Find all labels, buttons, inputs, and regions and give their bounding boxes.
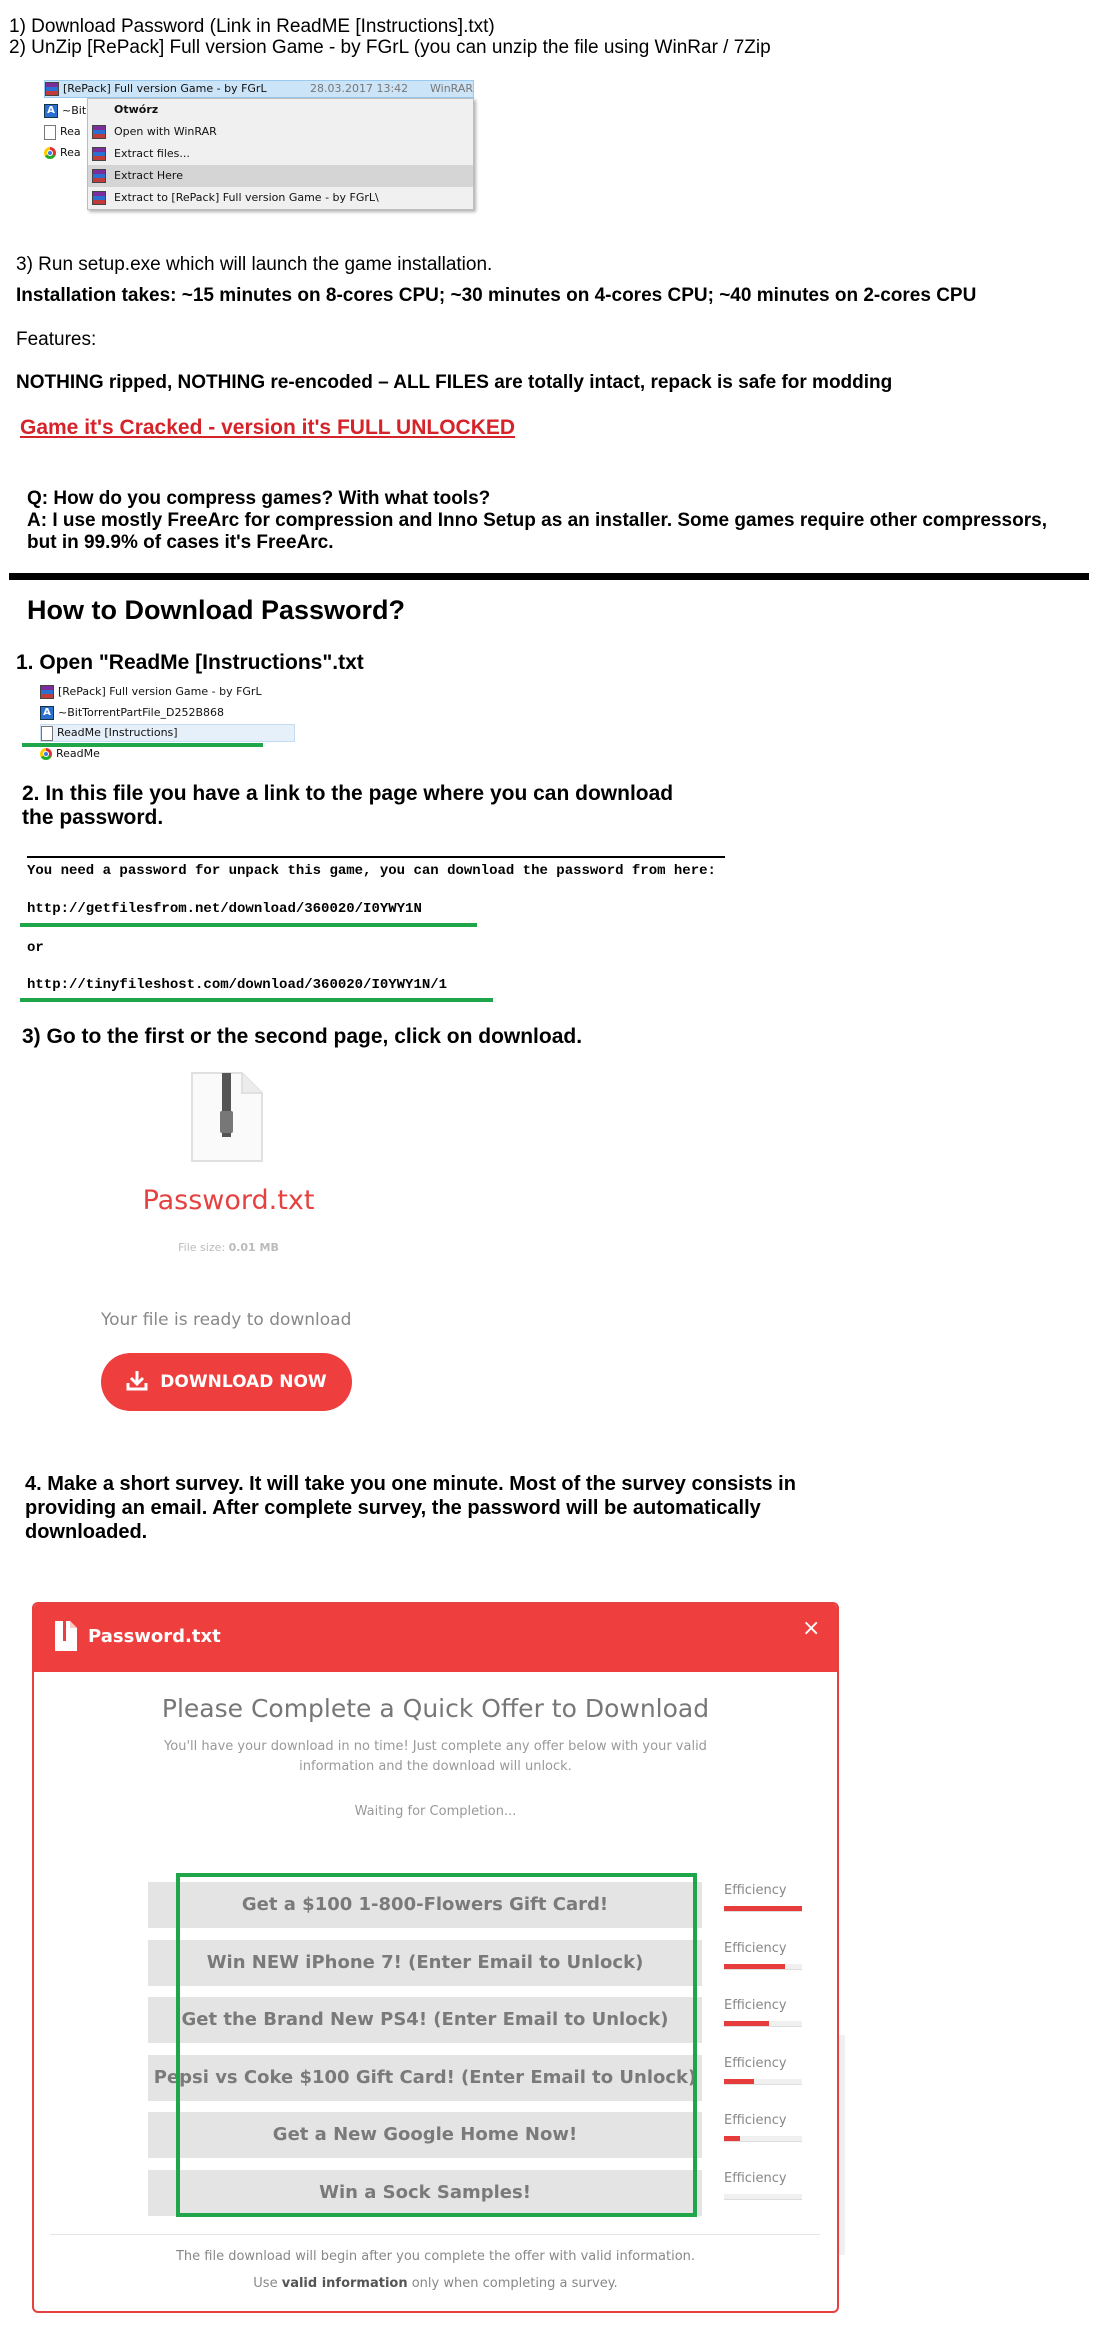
footer-text: Use (253, 2276, 282, 2291)
menu-item-extract-files[interactable] (88, 143, 473, 165)
features-label: Features: (16, 329, 97, 350)
file-name: Rea (60, 125, 81, 138)
modal-header (34, 1604, 837, 1672)
green-highlight-box (176, 1873, 697, 2217)
document-icon (41, 726, 53, 741)
explorer-context-screenshot (44, 80, 474, 210)
faq-answer-line-1: A: I use mostly FreeArc for compression and Inno Setup as an installer. Some games require other compressors, (27, 510, 1047, 531)
file-size (100, 1241, 357, 1254)
efficiency-bar (724, 1964, 802, 1970)
howto-step-4-line-1: 4. Make a short survey. It will take you one minute. Most of the survey consists in (25, 1473, 796, 1495)
torrent-part-icon: A (40, 706, 54, 720)
howto-step-4-line-2: providing an email. After complete survey, the password will be automatically (25, 1497, 761, 1519)
or-separator: or (27, 940, 44, 956)
footer-bold-text: valid information (281, 2276, 408, 2291)
survey-modal (32, 1602, 839, 2313)
file-size-value: 0.01 MB (228, 1241, 279, 1254)
password-instructions: You need a password for unpack this game, you can download the password from here: (27, 863, 716, 879)
file-name: ~BitTorrentPartFile_D252B868 (58, 706, 225, 719)
chrome-icon (44, 147, 56, 159)
install-time: Installation takes: ~15 minutes on 8-cores CPU; ~30 minutes on 4-cores CPU; ~40 minutes on 2-cores CPU (16, 285, 977, 306)
file-name: Rea (60, 146, 81, 159)
modal-subtitle-line-2: information and the download will unlock. (299, 1759, 572, 1774)
efficiency-label: Efficiency (724, 2113, 787, 2128)
green-underline (22, 743, 263, 747)
winrar-icon (92, 191, 106, 205)
winrar-icon (40, 685, 54, 699)
modal-subtitle-line-1: You'll have your download in no time! Just complete any offer below with your valid (164, 1739, 707, 1754)
file-type: WinRAR (430, 82, 474, 95)
efficiency-bar-fill (724, 2136, 740, 2141)
modal-divider (50, 2234, 820, 2235)
file-row[interactable] (40, 704, 224, 722)
howto-title: How to Download Password? (27, 595, 406, 625)
menu-item-label: Open with WinRAR (114, 125, 217, 138)
efficiency-label: Efficiency (724, 1940, 787, 1956)
readme-file-list (40, 683, 295, 763)
file-name: ReadMe [Instructions] (57, 726, 178, 739)
file-name: ~Bit (62, 104, 87, 117)
context-menu (87, 98, 474, 210)
section-divider (9, 573, 1089, 580)
winrar-icon (92, 147, 106, 161)
howto-step-2-line-1: 2. In this file you have a link to the page where you can download (22, 782, 674, 805)
winrar-icon (45, 82, 59, 96)
efficiency-label: Efficiency (724, 1998, 787, 2013)
cracked-notice: Game it's Cracked - version it's FULL UNLOCKED (20, 416, 516, 439)
file-row[interactable] (44, 123, 81, 141)
offer-button[interactable]: Get a $100 1-800-Flowers Gift Card! (148, 1882, 702, 1928)
file-date: 28.03.2017 13:42 (310, 82, 409, 95)
step-3-text: 3) Run setup.exe which will launch the game installation. (16, 254, 493, 275)
howto-step-1: 1. Open "ReadMe [Instructions".txt (16, 651, 364, 674)
efficiency-label: Efficiency (724, 2055, 787, 2071)
intro-step-2: 2) UnZip [RePack] Full version Game - by FGrL (you can unzip the file using WinRar / 7Zip (9, 37, 771, 58)
file-name: [RePack] Full version Game - by FGrL (58, 685, 262, 698)
efficiency-bar (724, 2194, 802, 2200)
offer-button[interactable]: Win a Sock Samples! (148, 2170, 702, 2216)
menu-item-label: Extract files... (114, 147, 190, 160)
efficiency-bar (724, 2136, 802, 2142)
file-row[interactable] (44, 102, 86, 120)
efficiency-bar (724, 2021, 802, 2027)
efficiency-bar-fill (724, 2021, 769, 2026)
efficiency-bar (724, 1906, 802, 1912)
chrome-icon (40, 748, 52, 760)
torrent-part-icon: A (44, 104, 58, 118)
menu-item-label: Extract to [RePack] Full version Game - by FGrL\ (114, 191, 379, 204)
document-icon (44, 125, 56, 140)
nothing-ripped: NOTHING ripped, NOTHING re-encoded – ALL FILES are totally intact, repack is safe for modding (16, 372, 893, 393)
offer-button[interactable]: Get a New Google Home Now! (148, 2112, 702, 2158)
file-row[interactable] (40, 683, 262, 701)
zip-file-icon (190, 1071, 264, 1163)
faq-question: Q: How do you compress games? With what tools? (27, 488, 491, 509)
file-icon (54, 1620, 78, 1657)
efficiency-label: Efficiency (724, 2170, 787, 2186)
winrar-icon (92, 125, 106, 139)
download-link-2[interactable]: http://tinyfileshost.com/download/360020/I0YWY1N/1 (27, 977, 448, 993)
menu-item-extract-here[interactable] (88, 165, 473, 187)
modal-footer-line-1: The file download will begin after you complete the offer with valid information. (175, 2249, 696, 2264)
file-row[interactable] (44, 144, 81, 162)
efficiency-bar-fill (724, 1964, 785, 1969)
menu-item-extract-to[interactable] (88, 187, 473, 209)
menu-item-label: Extract Here (114, 169, 183, 182)
file-name: ReadMe (56, 747, 100, 760)
winrar-icon (92, 169, 106, 183)
download-now-button[interactable] (101, 1353, 352, 1411)
close-icon[interactable]: × (802, 1616, 821, 1641)
offer-button[interactable]: Win NEW iPhone 7! (Enter Email to Unlock) (148, 1940, 702, 1986)
efficiency-bar-fill (724, 1906, 802, 1911)
download-icon (126, 1369, 148, 1396)
howto-step-3: 3) Go to the first or the second page, click on download. (22, 1025, 583, 1048)
ready-text: Your file is ready to download (101, 1310, 352, 1330)
file-row-readme-instructions[interactable] (40, 724, 295, 742)
file-name: [RePack] Full version Game - by FGrL (63, 82, 267, 95)
green-underline (20, 998, 493, 1002)
green-underline (20, 923, 477, 927)
efficiency-label: Efficiency (724, 1883, 787, 1898)
download-link-1[interactable]: http://getfilesfrom.net/download/360020/I0YWY1N (27, 901, 422, 917)
menu-item-open-with-winrar[interactable] (88, 121, 473, 143)
howto-step-2-line-2: the password. (22, 806, 164, 829)
file-row[interactable] (40, 745, 100, 763)
file-row-repack[interactable] (44, 80, 474, 98)
howto-step-4-line-3: downloaded. (25, 1521, 148, 1543)
modal-footer-line-2 (34, 2276, 837, 2291)
modal-title: Password.txt (88, 1626, 221, 1647)
file-name-heading: Password.txt (142, 1185, 315, 1216)
efficiency-bar-fill (724, 2079, 754, 2084)
menu-item-open[interactable]: Otwórz (114, 103, 159, 116)
intro-step-1: 1) Download Password (Link in ReadME [Instructions].txt) (9, 16, 495, 37)
offer-button[interactable]: Get the Brand New PS4! (Enter Email to Unlock) (148, 1997, 702, 2043)
download-button-label: DOWNLOAD NOW (160, 1372, 327, 1392)
footer-text: only when completing a survey. (407, 2276, 618, 2291)
file-size-label: File size: (178, 1241, 229, 1254)
text-separator (27, 856, 725, 858)
offer-button[interactable]: Pepsi vs Coke $100 Gift Card! (Enter Email to Unlock) (148, 2055, 702, 2101)
efficiency-bar (724, 2079, 802, 2085)
faq-answer-line-2: but in 99.9% of cases it's FreeArc. (27, 532, 334, 553)
modal-heading: Please Complete a Quick Offer to Download (161, 1694, 710, 1723)
waiting-status: Waiting for Completion... (354, 1804, 517, 1819)
